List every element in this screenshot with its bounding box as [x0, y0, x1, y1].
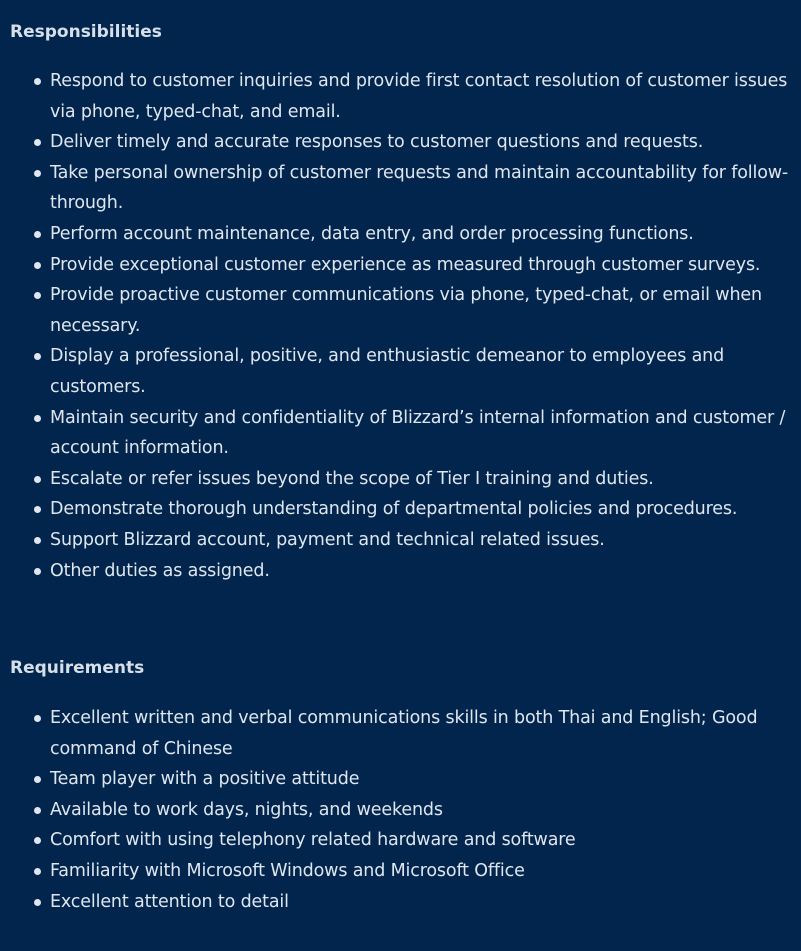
responsibility-item-text: Respond to customer inquiries and provide first contact resolution of customer issues via phone, typed-chat, and email. — [50, 71, 788, 122]
responsibility-item — [0, 280, 801, 341]
responsibility-item — [0, 66, 801, 127]
requirement-item — [0, 764, 801, 795]
responsibility-item — [0, 403, 801, 464]
responsibility-item-text: Demonstrate thorough understanding of departmental policies and procedures. — [50, 499, 738, 520]
requirement-item-text: Familiarity with Microsoft Windows and Microsoft Office — [50, 860, 525, 881]
responsibilities-heading: Responsibilities — [10, 22, 162, 42]
responsibility-item-text: Take personal ownership of customer requests and maintain accountability for follow-through. — [50, 162, 789, 214]
bullet-dot-icon — [34, 415, 41, 422]
responsibilities-list — [0, 66, 801, 586]
responsibility-item-text: Maintain security and confidentiality of Blizzard’s internal information and customer / account information. — [50, 407, 786, 459]
bullet-dot-icon — [34, 568, 41, 575]
bullet-dot-icon — [34, 353, 41, 360]
bullet-dot-icon — [34, 537, 41, 544]
responsibility-item — [0, 556, 801, 587]
requirements-heading: Requirements — [10, 658, 145, 678]
requirement-item — [0, 825, 801, 856]
responsibility-item-text: Provide proactive customer communications via phone, typed-chat, or email when necessary. — [50, 285, 762, 336]
responsibility-item — [0, 464, 801, 495]
requirements-list — [0, 703, 801, 917]
requirement-item-text: Comfort with using telephony related hardware and software — [50, 830, 576, 851]
responsibility-item — [0, 525, 801, 556]
responsibility-item-text: Other duties as assigned. — [50, 560, 270, 581]
responsibility-item-text: Support Blizzard account, payment and technical related issues. — [50, 529, 605, 550]
bullet-dot-icon — [34, 292, 41, 299]
responsibility-item — [0, 219, 801, 250]
bullet-dot-icon — [34, 78, 41, 85]
responsibility-item-text: Provide exceptional customer experience as measured through customer surveys. — [50, 254, 761, 275]
requirement-item — [0, 887, 801, 918]
requirement-item-text: Available to work days, nights, and weekends — [50, 799, 443, 820]
requirement-item — [0, 856, 801, 887]
responsibility-item — [0, 341, 801, 402]
responsibility-item-text: Display a professional, positive, and enthusiastic demeanor to employees and customers. — [50, 346, 725, 397]
responsibility-item-text: Deliver timely and accurate responses to customer questions and requests. — [50, 132, 704, 153]
responsibility-item — [0, 250, 801, 281]
responsibility-item-text: Escalate or refer issues beyond the scope of Tier I training and duties. — [50, 468, 654, 489]
responsibility-item-text: Perform account maintenance, data entry, and order processing functions. — [50, 223, 694, 244]
responsibility-item — [0, 127, 801, 158]
bullet-dot-icon — [34, 231, 41, 238]
bullet-dot-icon — [34, 262, 41, 269]
bullet-dot-icon — [34, 139, 41, 146]
responsibility-item — [0, 158, 801, 219]
requirement-item-text: Team player with a positive attitude — [50, 769, 360, 790]
bullet-dot-icon — [34, 837, 41, 844]
requirement-item — [0, 703, 801, 764]
requirement-item-text: Excellent written and verbal communications skills in both Thai and English; Good command of Chinese — [50, 708, 758, 759]
bullet-dot-icon — [34, 506, 41, 513]
bullet-dot-icon — [34, 807, 41, 814]
bullet-dot-icon — [34, 170, 41, 177]
bullet-dot-icon — [34, 476, 41, 483]
responsibility-item — [0, 494, 801, 525]
bullet-dot-icon — [34, 715, 41, 722]
requirement-item-text: Excellent attention to detail — [50, 891, 289, 912]
requirement-item — [0, 795, 801, 826]
bullet-dot-icon — [34, 776, 41, 783]
bullet-dot-icon — [34, 868, 41, 875]
bullet-dot-icon — [34, 899, 41, 906]
